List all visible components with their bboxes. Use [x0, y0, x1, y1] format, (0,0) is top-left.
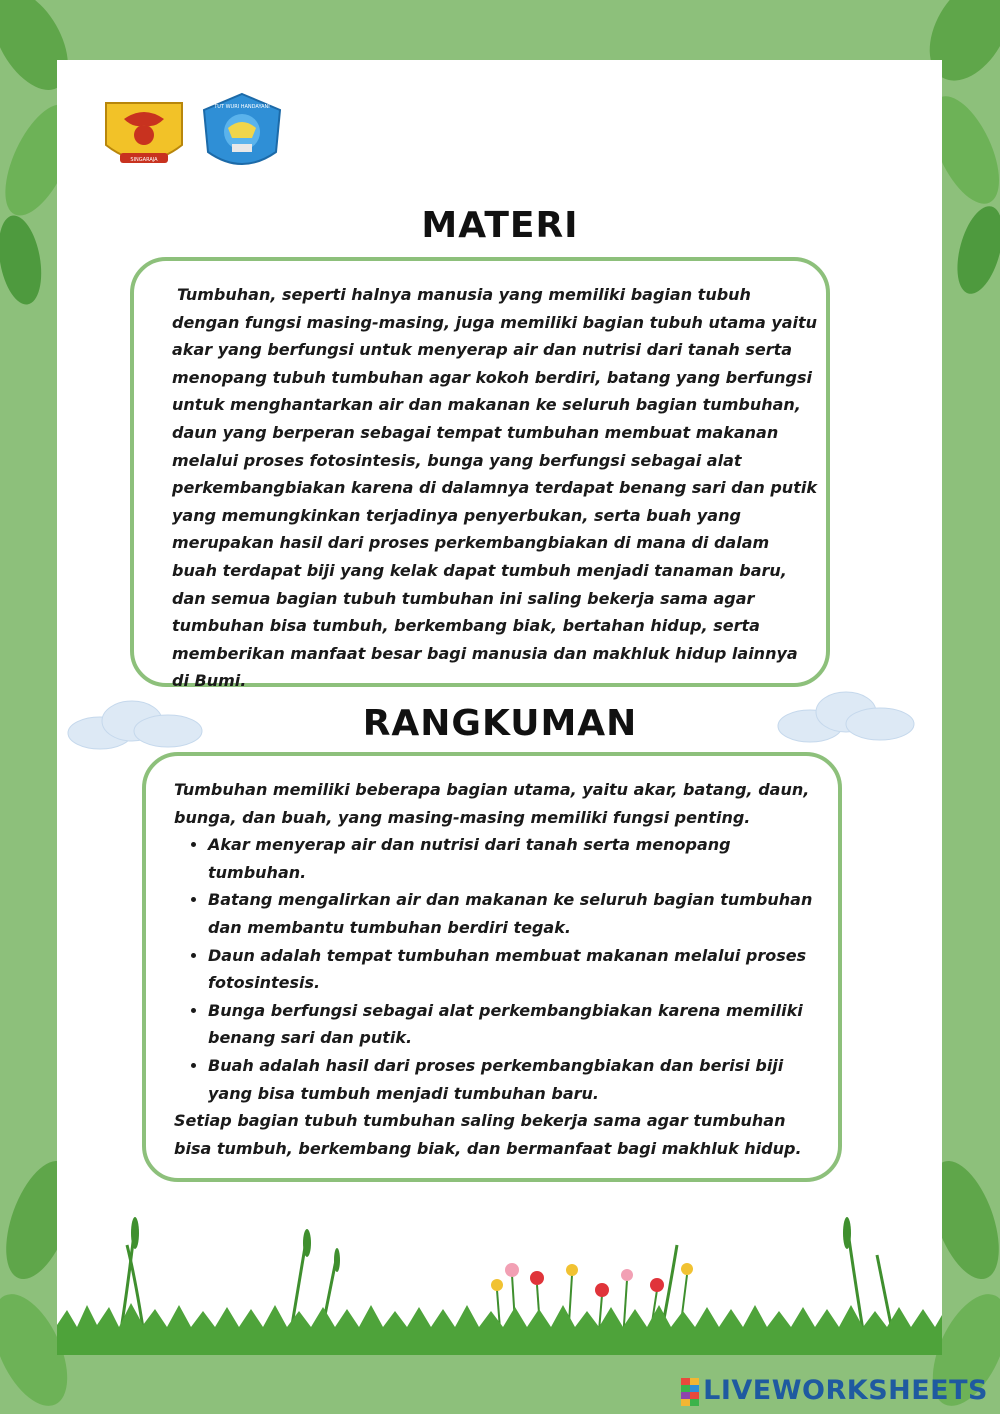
tut-wuri-handayani-logo	[198, 92, 286, 174]
watermark-text: LIVEWORKSHEETS	[703, 1375, 988, 1406]
materi-text: Tumbuhan, seperti halnya manusia yang memiliki bagian tubuh dengan fungsi masing-masing, juga memiliki bagian tubuh utama yaitu akar yang berfungsi untuk menyerap air dan nutrisi dari tanah serta menopang tubuh tumbuhan agar kokoh berdiri, batang yang berfungsi untuk menghantarkan air dan makanan ke seluruh bagian tumbuhan, daun yang berperan sebagai tempat tumbuhan membuat makanan melalui proses fotosintesis, bunga yang berfungsi sebagai alat perkembangbiakan karena di dalamnya terdapat benang sari dan putik yang memungkinkan terjadinya penyerbukan, serta buah yang merupakan hasil dari proses perkembangbiakan di mana di dalam buah terdapat biji yang kelak dapat tumbuh menjadi tanaman baru, dan semua bagian tubuh tumbuhan ini saling bekerja sama agar tumbuhan bisa tumbuh, berkembang biak, bertahan hidup, serta memberikan manfaat besar bagi manusia dan makhluk hidup lainnya di Bumi.	[172, 285, 818, 691]
liveworksheets-badge-icon	[681, 1378, 699, 1406]
list-item: • Batang mengalirkan air dan makanan ke seluruh bagian tumbuhan dan membantu tumbuhan berdiri tegak.	[208, 886, 828, 941]
tut-wuri-logo-text: TUT WURI HANDAYANI	[214, 104, 270, 110]
grass-flowers-decoration	[57, 1215, 942, 1355]
rangkuman-heading: RANGKUMAN	[362, 703, 638, 744]
list-item: • Buah adalah hasil dari proses perkembangbiakan dan berisi biji yang bisa tumbuh menjadi tumbuhan baru.	[208, 1052, 828, 1107]
rangkuman-box	[142, 752, 842, 1182]
rangkuman-intro: Tumbuhan memiliki beberapa bagian utama, yaitu akar, batang, daun, bunga, dan buah, yang masing-masing memiliki fungsi penting.	[174, 780, 810, 827]
university-logo-text: SINGARAJA	[130, 157, 158, 163]
materi-heading: MATERI	[421, 205, 579, 246]
list-item: • Daun adalah tempat tumbuhan membuat makanan melalui proses fotosintesis.	[208, 942, 828, 997]
list-item: • Akar menyerap air dan nutrisi dari tanah serta menopang tumbuhan.	[208, 831, 828, 886]
materi-box	[130, 257, 830, 691]
rangkuman-outro: Setiap bagian tubuh tumbuhan saling bekerja sama agar tumbuhan bisa tumbuh, berkembang biak, dan bermanfaat bagi makhluk hidup.	[174, 1111, 802, 1158]
liveworksheets-watermark	[681, 1375, 988, 1406]
list-item: • Bunga berfungsi sebagai alat perkembangbiakan karena memiliki benang sari dan putik.	[208, 997, 828, 1052]
university-logo	[100, 95, 188, 175]
rangkuman-list	[174, 831, 828, 1107]
